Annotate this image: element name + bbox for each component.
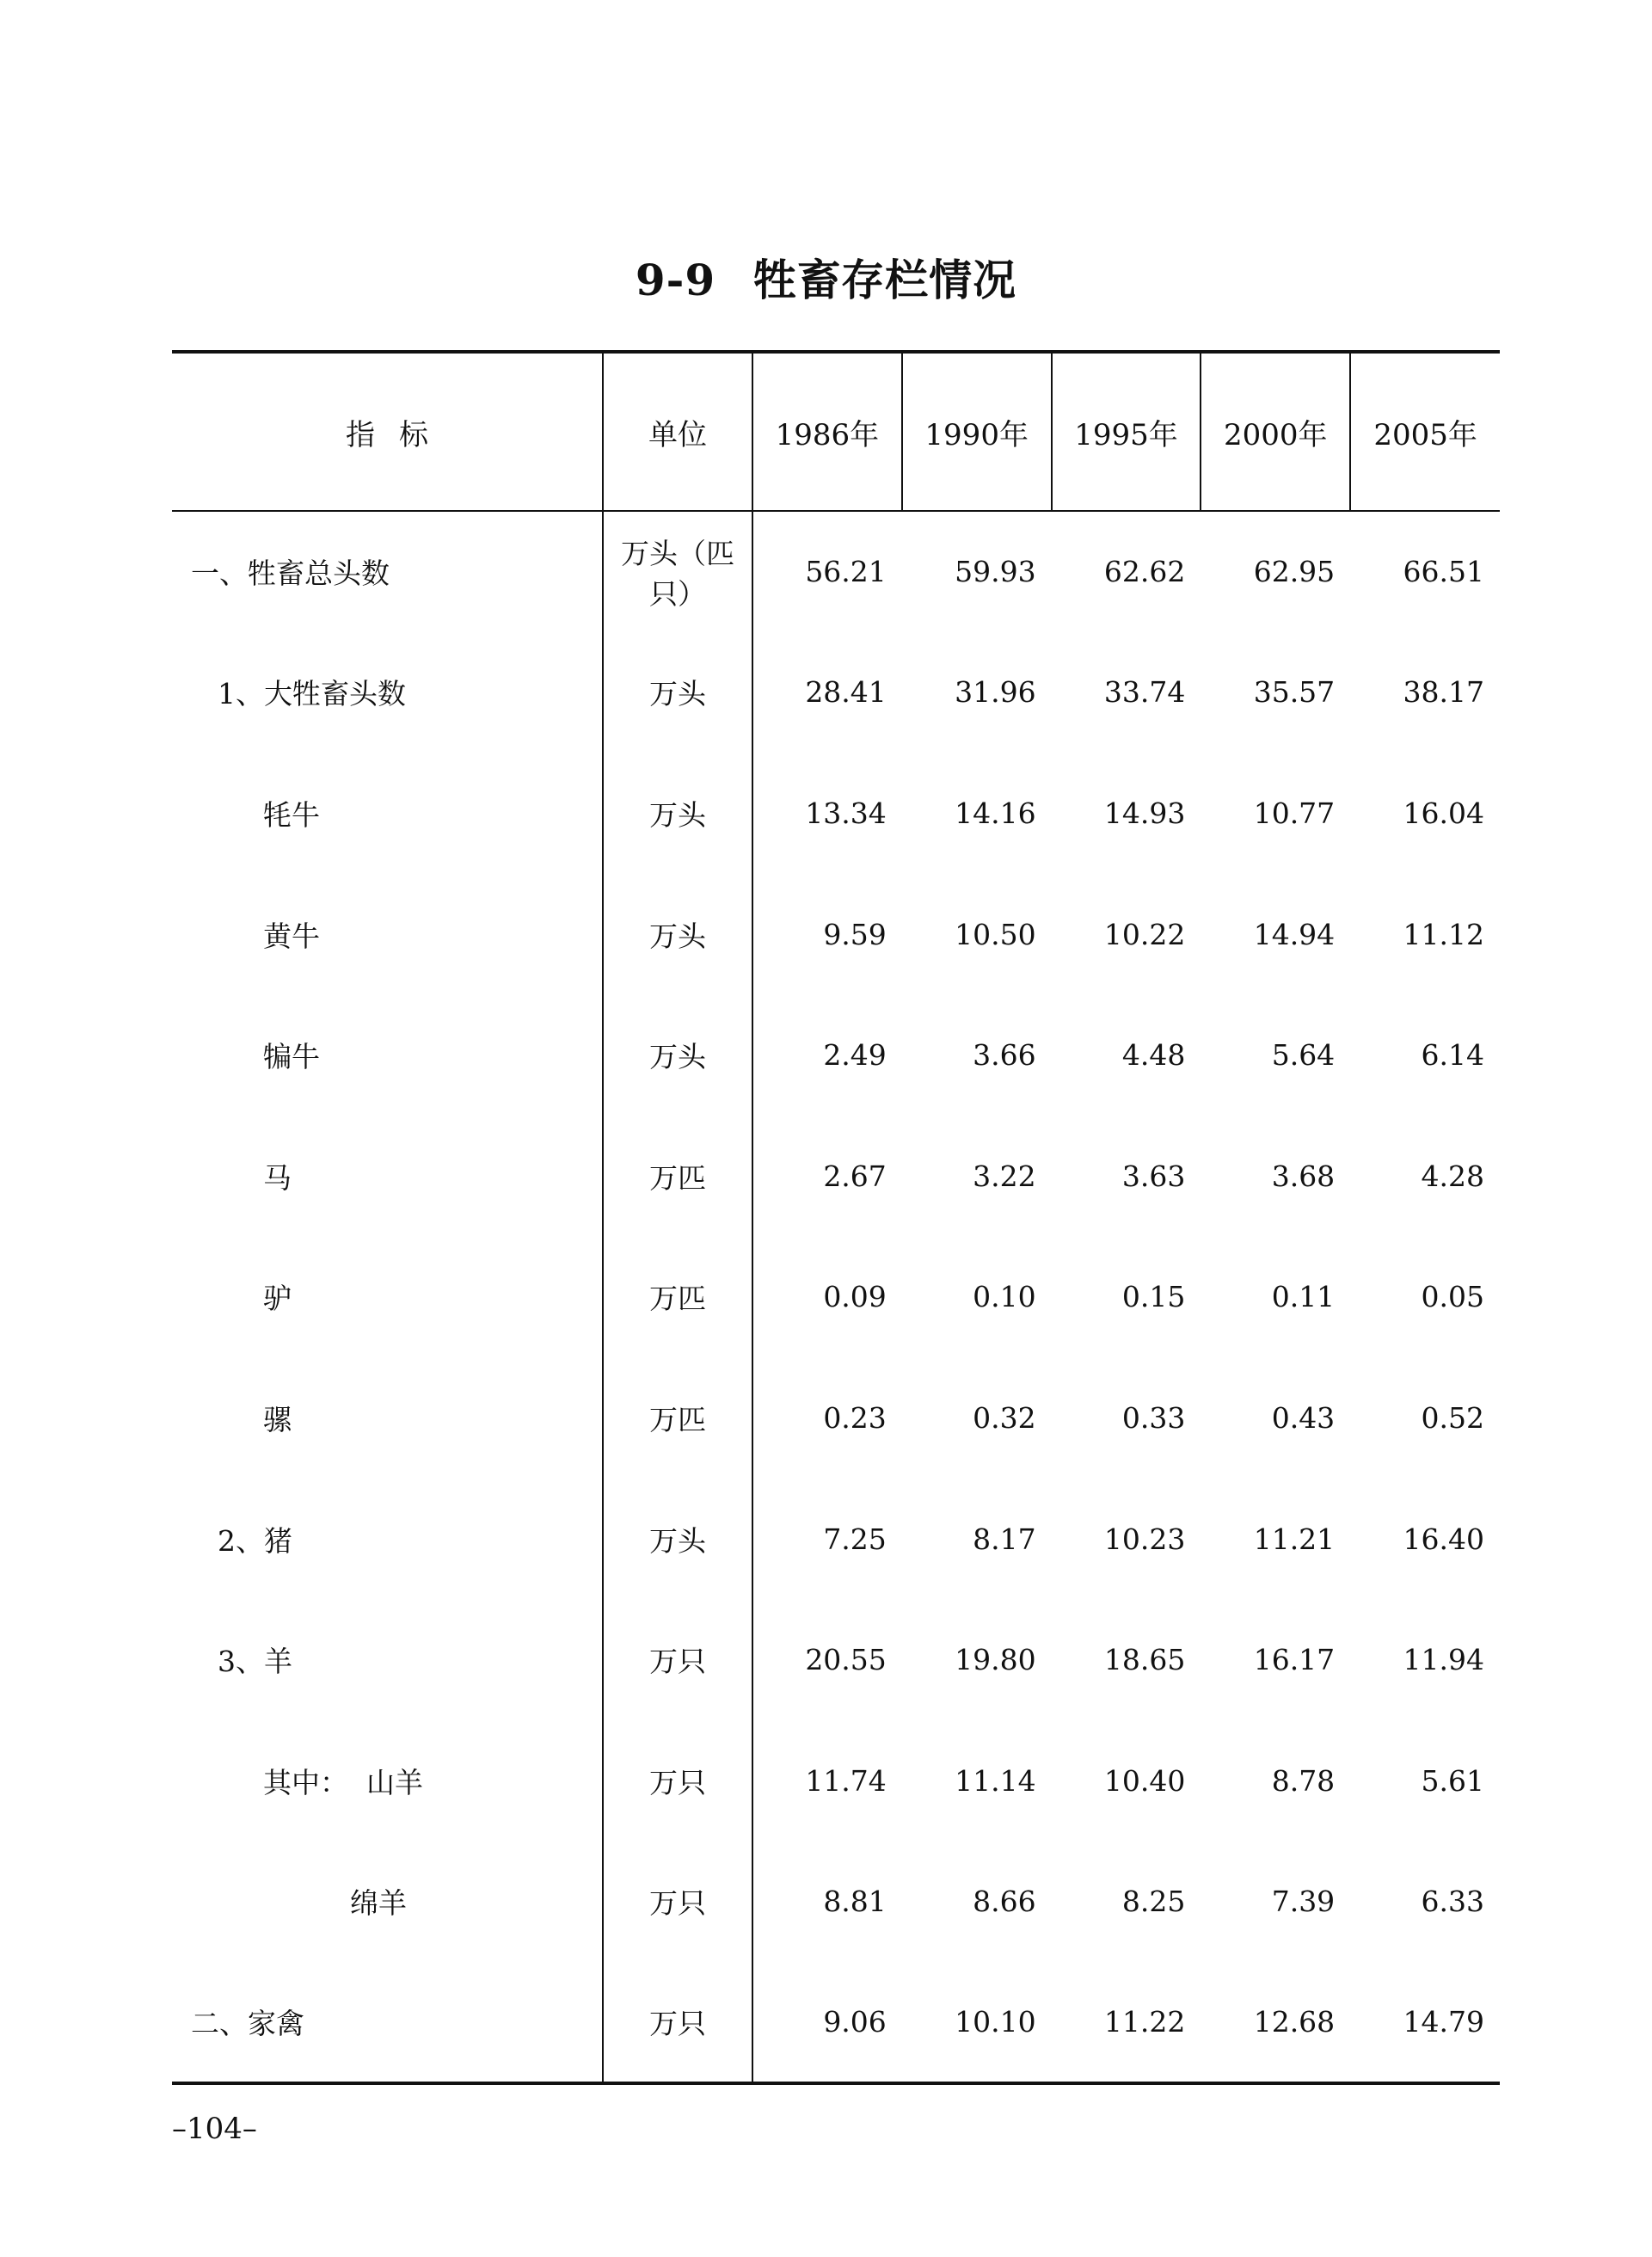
value-2005: 4.28 bbox=[1421, 1159, 1484, 1193]
row-indicator: 黄牛 bbox=[263, 919, 320, 953]
value-1995: 33.74 bbox=[1103, 675, 1186, 710]
table-row bbox=[172, 874, 1500, 995]
table-row bbox=[172, 994, 1500, 1116]
value-2005: 6.14 bbox=[1421, 1038, 1484, 1073]
value-1990: 8.17 bbox=[973, 1522, 1036, 1556]
value-1990: 14.16 bbox=[955, 796, 1036, 830]
value-1986: 20.55 bbox=[805, 1643, 887, 1677]
header-year-1986: 1986年 bbox=[752, 352, 902, 511]
value-1990: 8.66 bbox=[973, 1885, 1036, 1919]
value-1990: 11.14 bbox=[955, 1763, 1036, 1798]
value-2005: 6.33 bbox=[1421, 1885, 1484, 1919]
row-unit: 万匹 bbox=[603, 1357, 752, 1479]
row-indicator: 马 bbox=[263, 1160, 292, 1195]
row-indicator: 1、大牲畜头数 bbox=[218, 677, 406, 711]
livestock-table bbox=[172, 350, 1500, 2085]
value-2005: 16.04 bbox=[1403, 796, 1484, 830]
value-2000: 35.57 bbox=[1253, 675, 1336, 710]
value-2000: 8.78 bbox=[1271, 1763, 1336, 1798]
value-2005: 11.12 bbox=[1403, 917, 1484, 951]
value-2005: 38.17 bbox=[1403, 675, 1484, 710]
value-1990: 10.50 bbox=[955, 917, 1036, 951]
header-year-2000: 2000年 bbox=[1201, 352, 1350, 511]
value-1986: 0.23 bbox=[823, 1400, 887, 1435]
table-row bbox=[172, 753, 1500, 874]
value-2000: 16.17 bbox=[1253, 1643, 1336, 1677]
value-1986: 7.25 bbox=[823, 1522, 887, 1556]
row-indicator: 牦牛 bbox=[263, 797, 320, 832]
value-1990: 3.66 bbox=[973, 1038, 1036, 1073]
header-indicator: 指标 bbox=[172, 352, 603, 511]
value-2000: 0.11 bbox=[1271, 1280, 1336, 1314]
table-row bbox=[172, 1842, 1500, 1963]
row-unit: 万匹 bbox=[603, 1116, 752, 1237]
row-unit: 万头 bbox=[603, 1479, 752, 1600]
row-indicator: 驴 bbox=[263, 1282, 292, 1316]
value-2000: 0.43 bbox=[1271, 1400, 1336, 1435]
value-2000: 10.77 bbox=[1253, 796, 1336, 830]
value-1995: 10.23 bbox=[1103, 1522, 1186, 1556]
value-1990: 59.93 bbox=[955, 555, 1036, 589]
row-unit: 万头 bbox=[603, 994, 752, 1116]
value-2000: 3.68 bbox=[1271, 1159, 1336, 1193]
value-2005: 66.51 bbox=[1403, 555, 1484, 589]
header-unit: 单位 bbox=[603, 352, 752, 511]
table-row bbox=[172, 1599, 1500, 1720]
row-unit: 万只 bbox=[603, 1720, 752, 1842]
value-2005: 11.94 bbox=[1403, 1643, 1484, 1677]
value-1986: 9.06 bbox=[752, 1962, 902, 2083]
value-1986: 0.09 bbox=[823, 1280, 887, 1314]
header-year-1995: 1995年 bbox=[1052, 352, 1201, 511]
row-unit: 万只 bbox=[603, 1962, 752, 2083]
value-2005: 5.61 bbox=[1421, 1763, 1484, 1798]
value-1990: 19.80 bbox=[955, 1643, 1036, 1677]
value-2005: 16.40 bbox=[1403, 1522, 1484, 1556]
table-row bbox=[172, 1237, 1500, 1358]
value-1995: 10.40 bbox=[1103, 1763, 1186, 1798]
value-2005: 14.79 bbox=[1350, 1962, 1500, 2083]
table-number: 9-9 bbox=[635, 255, 716, 305]
row-unit: 万头 bbox=[603, 874, 752, 995]
value-1990: 0.10 bbox=[973, 1280, 1036, 1314]
value-1995: 11.22 bbox=[1052, 1962, 1201, 2083]
row-unit: 万只 bbox=[603, 1599, 752, 1720]
table-row bbox=[172, 1479, 1500, 1600]
value-2000: 12.68 bbox=[1201, 1962, 1350, 2083]
row-indicator: 骡 bbox=[263, 1402, 292, 1436]
value-1990: 0.32 bbox=[973, 1400, 1036, 1435]
value-1990: 3.22 bbox=[973, 1159, 1036, 1193]
row-unit: 万头 bbox=[603, 753, 752, 874]
row-indicator: 3、羊 bbox=[218, 1645, 292, 1679]
value-1995: 4.48 bbox=[1121, 1038, 1186, 1073]
value-1995: 62.62 bbox=[1103, 555, 1186, 589]
value-2000: 14.94 bbox=[1253, 917, 1336, 951]
value-1986: 2.49 bbox=[823, 1038, 887, 1073]
table-row bbox=[172, 1357, 1500, 1479]
value-1986: 8.81 bbox=[823, 1885, 887, 1919]
row-unit: 万头 bbox=[603, 632, 752, 753]
row-unit: 万只 bbox=[603, 1842, 752, 1963]
value-1986: 28.41 bbox=[805, 675, 887, 710]
value-1990: 10.10 bbox=[902, 1962, 1052, 2083]
row-unit: 万头（匹只） bbox=[603, 511, 752, 632]
value-1995: 0.33 bbox=[1121, 1400, 1186, 1435]
table-title: 牲畜存栏情况 bbox=[753, 255, 1017, 305]
value-1995: 0.15 bbox=[1121, 1280, 1186, 1314]
row-indicator: 一、牲畜总头数 bbox=[191, 557, 390, 591]
value-1995: 8.25 bbox=[1121, 1885, 1186, 1919]
header-row bbox=[172, 352, 1500, 511]
value-1995: 3.63 bbox=[1121, 1159, 1186, 1193]
row-indicator: 其中： 山羊 bbox=[263, 1765, 423, 1799]
value-2000: 5.64 bbox=[1271, 1038, 1336, 1073]
value-2005: 0.05 bbox=[1421, 1280, 1484, 1314]
table-row bbox=[172, 1962, 1500, 2083]
value-1990: 31.96 bbox=[955, 675, 1036, 710]
value-1986: 11.74 bbox=[805, 1763, 887, 1798]
value-2005: 0.52 bbox=[1421, 1400, 1484, 1435]
row-indicator: 绵羊 bbox=[350, 1886, 407, 1921]
table-row bbox=[172, 632, 1500, 753]
header-year-1990: 1990年 bbox=[902, 352, 1052, 511]
value-1995: 18.65 bbox=[1103, 1643, 1186, 1677]
row-indicator: 二、家禽 bbox=[172, 1962, 603, 2083]
row-unit: 万匹 bbox=[603, 1237, 752, 1358]
table-row bbox=[172, 511, 1500, 632]
table-row bbox=[172, 1720, 1500, 1842]
row-indicator: 犏牛 bbox=[263, 1040, 320, 1074]
value-2000: 7.39 bbox=[1271, 1885, 1336, 1919]
header-year-2005: 2005年 bbox=[1350, 352, 1500, 511]
value-1986: 56.21 bbox=[805, 555, 887, 589]
table-row bbox=[172, 1116, 1500, 1237]
value-1995: 14.93 bbox=[1103, 796, 1186, 830]
value-1986: 9.59 bbox=[823, 917, 887, 951]
row-indicator: 2、猪 bbox=[218, 1523, 292, 1558]
page-title bbox=[0, 246, 1652, 308]
value-1986: 2.67 bbox=[823, 1159, 887, 1193]
value-2000: 62.95 bbox=[1253, 555, 1336, 589]
value-1995: 10.22 bbox=[1103, 917, 1186, 951]
value-2000: 11.21 bbox=[1253, 1522, 1336, 1556]
page-number: –104– bbox=[172, 2112, 257, 2146]
value-1986: 13.34 bbox=[805, 796, 887, 830]
